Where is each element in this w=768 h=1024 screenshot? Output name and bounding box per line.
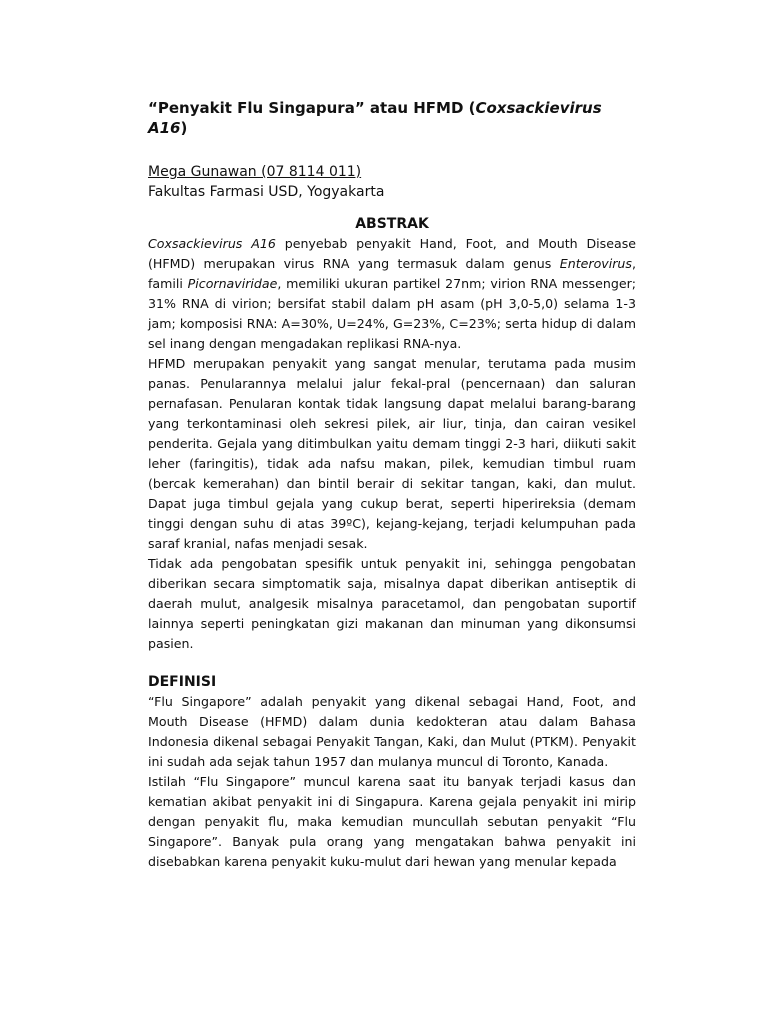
abstract-p1-italic-2: Enterovirus	[559, 256, 632, 271]
definisi-paragraph-2: Istilah “Flu Singapore” muncul karena saat itu banyak terjadi kasus dan kematian akibat penyakit ini di Singapura. Karena gejala penyakit ini mirip dengan penyakit flu, maka kemudian muncullah sebutan penyakit “Flu Singapore”. Banyak pula orang yang mengatakan bahwa penyakit ini disebabkan karena penyakit kuku-mulut dari hewan yang menular kepada	[148, 774, 636, 869]
abstract-p1-text-1: penyebab penyakit Hand, Foot, and Mouth Disease (HFMD) merupakan virus RNA yang termasuk dalam genus	[148, 236, 636, 271]
abstract-p1-italic-1: Coxsackievirus A16	[148, 236, 276, 251]
abstract-p1-text-2: , famili	[148, 256, 636, 291]
abstract-p1-italic-3: Picornaviridae	[187, 276, 278, 291]
title-italic: Coxsackievirus A16	[148, 99, 602, 137]
abstract-paragraph-2: HFMD merupakan penyakit yang sangat menular, terutama pada musim panas. Penularannya melalui jalur fekal-pral (pencernaan) dan saluran pernafasan. Penularan kontak tidak langsung dapat melalui barang-barang yang terkontaminasi oleh sekresi pilek, air liur, tinja, dan cairan vesikel penderita. Gejala yang ditimbulkan yaitu demam tinggi 2-3 hari, diikuti sakit leher (faringitis), tidak ada nafsu makan, pilek, kemudian timbul ruam (bercak kemerahan) dan bintil berair di sekitar tangan, kaki, dan mulut. Dapat juga timbul gejala yang cukup berat, seperti hiperireksia (demam tinggi dengan suhu di atas 39ºC), kejang-kejang, terjadi kelumpuhan pada saraf kranial, nafas menjadi sesak.	[148, 356, 636, 551]
document-title	[148, 98, 636, 138]
title-close: )	[180, 119, 188, 137]
document-page	[148, 98, 636, 872]
definisi-paragraph-1: “Flu Singapore” adalah penyakit yang dikenal sebagai Hand, Foot, and Mouth Disease (HFMD) dalam dunia kedokteran atau dalam Bahasa Indonesia dikenal sebagai Penyakit Tangan, Kaki, dan Mulut (PTKM). Penyakit ini sudah ada sejak tahun 1957 dan mulanya muncul di Toronto, Kanada.	[148, 694, 636, 769]
abstract-p1-text-3: , memiliki ukuran partikel 27nm; virion RNA messenger; 31% RNA di virion; bersifat stabil dalam pH asam (pH 3,0-5,0) selama 1-3 jam; komposisi RNA: A=30%, U=24%, G=23%, C=23%; serta hidup di dalam sel inang dengan mengadakan replikasi RNA-nya.	[148, 276, 636, 351]
abstract-paragraph-1	[148, 234, 636, 354]
author-line: Mega Gunawan (07 8114 011)	[148, 164, 362, 180]
definisi-heading: DEFINISI	[148, 674, 217, 690]
affiliation-line: Fakultas Farmasi USD, Yogyakarta	[148, 184, 385, 200]
title-main: “Penyakit Flu Singapura” atau HFMD (	[148, 99, 476, 117]
abstract-paragraph-3: Tidak ada pengobatan spesifik untuk penyakit ini, sehingga pengobatan diberikan secara simptomatik saja, misalnya dapat diberikan antiseptik di daerah mulut, analgesik misalnya paracetamol, dan pengobatan suportif lainnya seperti peningkatan gizi makanan dan minuman yang dikonsumsi pasien.	[148, 556, 636, 651]
abstract-heading: ABSTRAK	[355, 216, 429, 232]
